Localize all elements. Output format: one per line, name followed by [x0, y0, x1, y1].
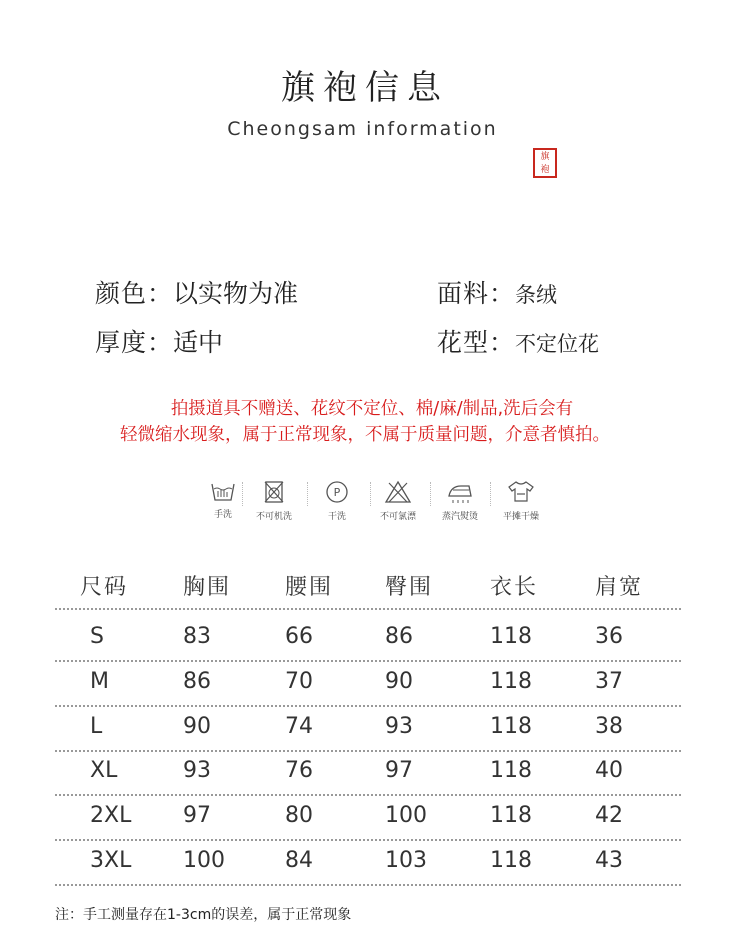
care-item: [429, 480, 491, 522]
pattern-label: 花型：: [437, 328, 516, 357]
cell-chest: 90: [183, 713, 211, 739]
cell-hip: 97: [385, 758, 413, 784]
cell-size: 2XL: [90, 803, 132, 829]
cell-chest: 86: [183, 668, 211, 694]
header-shoulder: 肩宽: [595, 575, 644, 600]
thickness-label: 厚度：: [95, 328, 174, 357]
header-chest: 胸围: [183, 575, 232, 600]
header-waist: 腰围: [285, 575, 334, 600]
dotted-divider: [55, 608, 681, 610]
dry-clean-icon: [325, 480, 349, 504]
cell-hip: 90: [385, 668, 413, 694]
page-title: 旗袍信息: [281, 68, 449, 108]
seal-stamp: 旗 袍: [533, 148, 557, 178]
dotted-divider: [55, 884, 681, 886]
care-item: [243, 480, 305, 522]
fabric-value: 条绒: [515, 283, 558, 307]
cell-waist: 84: [285, 848, 313, 873]
care-item: [490, 480, 552, 522]
dotted-divider: [55, 705, 681, 707]
svg-text:P: P: [333, 486, 341, 499]
cell-shoulder: 42: [595, 803, 623, 829]
header-length: 衣长: [490, 575, 539, 600]
dotted-divider: [55, 660, 681, 662]
info-color: [95, 274, 298, 310]
dotted-divider: [55, 839, 681, 841]
header-hip: 臀围: [385, 575, 434, 600]
dotted-divider: [55, 794, 681, 796]
color-label: 颜色：: [95, 279, 174, 308]
cell-size: S: [90, 624, 104, 649]
steam-iron-icon: [445, 480, 475, 504]
thickness-value: 适中: [173, 328, 224, 357]
dotted-divider: [55, 750, 681, 752]
cell-chest: 83: [183, 624, 211, 649]
cell-chest: 100: [183, 848, 225, 873]
cell-shoulder: 38: [595, 713, 623, 739]
dry-flat-icon: [507, 480, 535, 504]
care-label: 不可氯漂: [379, 512, 416, 522]
care-label: 蒸汽熨烫: [441, 512, 478, 522]
cell-waist: 70: [285, 668, 313, 694]
hand-wash-icon: [210, 480, 236, 502]
no-machine-wash-icon: [263, 480, 285, 504]
no-bleach-icon: [384, 480, 412, 504]
cell-hip: 86: [385, 624, 413, 649]
cell-size: XL: [90, 758, 118, 784]
cell-size: 3XL: [90, 848, 132, 873]
cell-length: 118: [490, 668, 532, 694]
pattern-value: 不定位花: [515, 332, 600, 356]
care-label: 不可机洗: [255, 512, 292, 522]
cell-hip: 100: [385, 803, 427, 829]
cell-length: 118: [490, 624, 532, 649]
header-size: 尺码: [80, 575, 129, 600]
cell-chest: 97: [183, 803, 211, 829]
info-fabric: [437, 274, 557, 310]
care-item: [367, 480, 429, 522]
cell-shoulder: 37: [595, 668, 623, 694]
cell-hip: 103: [385, 848, 427, 873]
footnote: 注：手工测量存在1-3cm的误差，属于正常现象: [55, 907, 352, 923]
cell-length: 118: [490, 758, 532, 784]
notice-line-2: 轻微缩水现象，属于正常现象，不属于质量问题，介意者慎拍。: [120, 425, 610, 445]
cell-size: M: [90, 668, 109, 694]
cell-shoulder: 36: [595, 624, 623, 649]
cell-shoulder: 43: [595, 848, 623, 873]
page-subtitle: Cheongsam information: [227, 118, 498, 140]
notice-line-1: 拍摄道具不赠送、花纹不定位、棉/麻/制品,洗后会有: [170, 399, 574, 419]
care-instructions: [192, 480, 552, 530]
color-value: 以实物为准: [173, 279, 299, 308]
cell-shoulder: 40: [595, 758, 623, 784]
fabric-label: 面料：: [437, 279, 516, 308]
cell-length: 118: [490, 713, 532, 739]
info-pattern: [437, 323, 599, 359]
care-item: [306, 480, 368, 522]
cell-hip: 93: [385, 713, 413, 739]
cell-length: 118: [490, 848, 532, 873]
care-label: 平摊干燥: [502, 512, 539, 522]
cell-chest: 93: [183, 758, 211, 784]
cell-waist: 80: [285, 803, 313, 829]
care-label: 干洗: [327, 512, 346, 522]
cell-length: 118: [490, 803, 532, 829]
cell-size: L: [90, 713, 103, 739]
info-thickness: [95, 323, 223, 359]
cell-waist: 74: [285, 713, 313, 739]
care-label: 手洗: [213, 510, 232, 520]
cell-waist: 66: [285, 624, 313, 649]
cell-waist: 76: [285, 758, 313, 784]
